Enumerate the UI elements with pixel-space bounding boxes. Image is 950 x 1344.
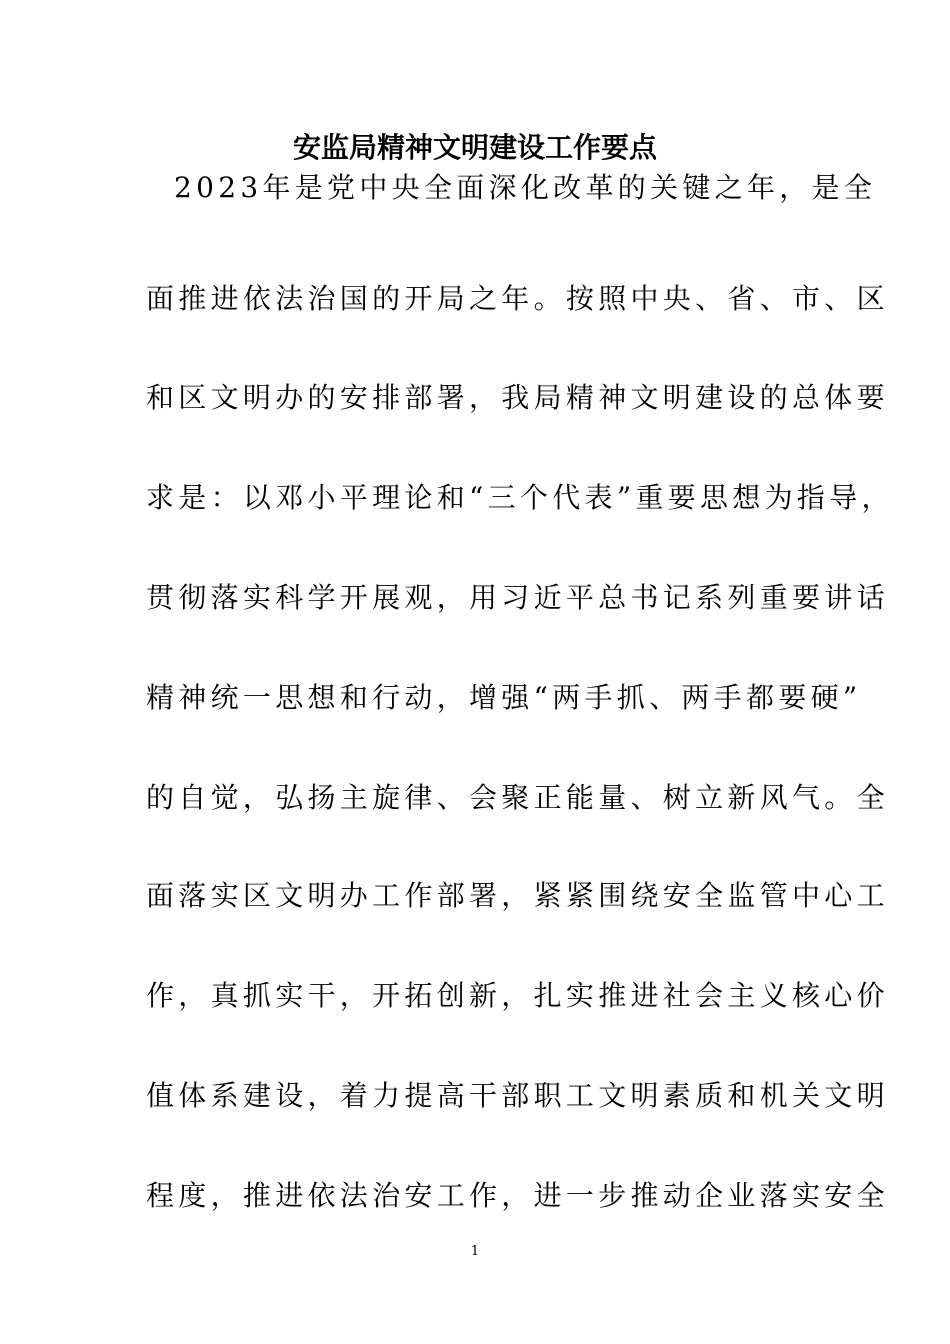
paragraph-line: 面推进依法治国的开局之年。按照中央、省、市、区 bbox=[146, 282, 889, 315]
document-title: 安监局精神文明建设工作要点 bbox=[292, 131, 657, 164]
paragraph-line: 面落实区文明办工作部署，紧紧围绕安全监管中心工 bbox=[146, 879, 889, 912]
paragraph-line: 值体系建设，着力提高干部职工文明素质和机关文明 bbox=[146, 1079, 889, 1112]
paragraph-line: 的自觉，弘扬主旋律、会聚正能量、树立新风气。全 bbox=[146, 781, 889, 814]
paragraph-line: 贯彻落实科学开展观，用习近平总书记系列重要讲话 bbox=[146, 581, 889, 614]
page-number: 1 bbox=[470, 1244, 480, 1259]
paragraph-line: 作，真抓实干，开拓创新，扎实推进社会主义核心价 bbox=[146, 979, 889, 1012]
paragraph-line: 程度，推进依法治安工作，进一步推动企业落实安全 bbox=[146, 1179, 889, 1212]
paragraph-line: 精神统一思想和行动，增强“两手抓、两手都要硬” bbox=[146, 681, 862, 714]
paragraph-line: 和区文明办的安排部署，我局精神文明建设的总体要 bbox=[146, 381, 889, 414]
paragraph-line: 2023年是党中央全面深化改革的关键之年，是全 bbox=[174, 171, 877, 204]
paragraph-line: 求是：以邓小平理论和“三个代表”重要思想为指导， bbox=[146, 481, 894, 514]
